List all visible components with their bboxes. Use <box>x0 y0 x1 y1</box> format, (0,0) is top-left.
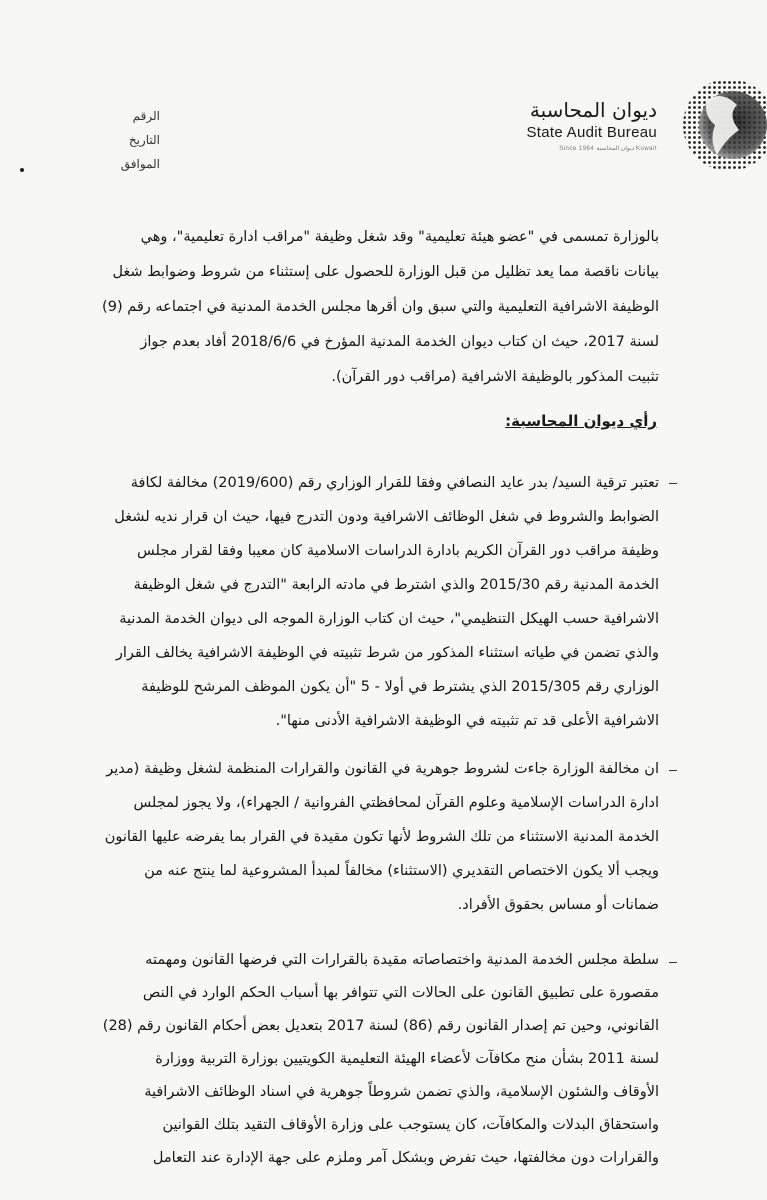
text-line: وظيفة مراقب دور القرآن الكريم بادارة الدراسات الاسلامية كان معيبا وفقا لقرار مجلس <box>136 543 659 559</box>
text-line: بالوزارة تمسمى في "عضو هيئة تعليمية" وقد شغل وظيفة "مراقب ادارة تعليمية"، وهي <box>140 229 659 245</box>
text-line: الوظيفة الاشرافية التعليمية والتي سبق وان أقرها مجلس الخدمة المدنية في اجتماعه رقم (9) <box>102 299 659 315</box>
text-line: بيانات ناقصة مما يعد تظليل من قبل الوزارة للحصول على إستثناء من شروط وضوابط شغل <box>112 264 659 280</box>
paragraph-finding-1 <box>51 466 659 738</box>
text-line: الخدمة المدنية الاستثناء من تلك الشروط لأنها تكون مقيدة في القرار بما يفرضه عليها القانون <box>104 829 659 845</box>
text-line: الضوابط والشروط في شغل الوظائف الاشرافية ودون التدرج فيها، حيث ان قرار نديه لشغل <box>114 509 659 525</box>
section-title-audit-opinion: رأي ديوان المحاسبة: <box>505 412 657 430</box>
text-line: والذي تضمن في طياته استثناء المذكور من شرط تثبيته في الوظيفة الاشرافية يخالف القرار <box>115 645 659 661</box>
text-line: القانوني، وحين تم إصدار القانون رقم (86) لسنة 2017 بتعديل بعض أحكام القانون رقم (28) <box>102 1018 659 1034</box>
bullet-dash-icon <box>669 483 677 484</box>
text-line: ويجب ألا يكون الاختصاص التقديري (الاستثناء) مخالفاً لمبدأ المشروعية لما ينتج عنه من <box>144 863 659 879</box>
text-line: الاشرافية الأعلى قد تم تثبيته في الوظيفة الاشرافية الأدنى منها". <box>275 713 659 729</box>
brand-english-name: State Audit Bureau <box>526 124 657 141</box>
brand-block <box>467 98 657 152</box>
text-line: لسنة 2017، حيث ان كتاب ديوان الخدمة المدنية المؤرخ في 2018/6/6 أفاد بعدم جواز <box>140 334 659 350</box>
reference-labels <box>100 104 160 176</box>
text-line: ادارة الدراسات الإسلامية وعلوم القرآن لمحافظتي الفروانية / الجهراء)، ولا يجوز لمجلس <box>133 795 659 811</box>
text-line: ضمانات أو مساس بحقوق الأفراد. <box>457 897 659 913</box>
paragraph-finding-2 <box>51 752 659 922</box>
text-line: ان مخالفة الوزارة جاءت لشروط جوهرية في القانون والقرارات المنظمة لشغل وظيفة (مدير <box>106 761 659 777</box>
text-line: سلطة مجلس الخدمة المدنية واختصاصاته مقيدة بالقرارات التي فرضها القانون ومهمته <box>145 952 659 968</box>
text-line: مقصورة على تطبيق القانون على الحالات التي تتوافر بها أسباب الحكم الوارد في النص <box>142 985 659 1001</box>
bullet-dash-icon <box>669 962 677 963</box>
brand-tagline: Since 1964 ديوان المحاسبة Kuwait <box>559 146 657 152</box>
paragraph-finding-3 <box>51 944 659 1175</box>
ref-number-label: الرقم <box>132 109 160 123</box>
text-line: تعتبر ترقية السيد/ بدر عايد النصافي وفقا للقرار الوزاري رقم (2019/600) مخالفة لكافة <box>130 475 659 491</box>
text-line: الوزاري رقم 2015/305 الذي يشترط في أولا - 5 "أن يكون الموظف المرشح للوظيفة <box>141 679 659 695</box>
ref-hijri-label: الموافق <box>120 157 160 171</box>
margin-dot <box>20 168 24 172</box>
text-line: لسنة 2011 بشأن منح مكافآت لأعضاء الهيئة التعليمية الكويتيين بوزارة التربية ووزارة <box>155 1051 659 1067</box>
text-line: الأوقاف والشئون الإسلامية، والذي تضمن شروطاً جوهرية في اسناد الوظائف الاشرافية <box>144 1084 659 1100</box>
ref-date-label: التاريخ <box>128 133 160 147</box>
brand-arabic-name: ديوان المحاسبة <box>529 98 657 122</box>
text-line: واستحقاق البدلات والمكافآت، كان يستوجب على وزارة الأوقاف التقيد بتلك القوانين <box>162 1117 659 1133</box>
text-line: الخدمة المدنية رقم 2015/30 والذي اشترط في مادته الرابعة "التدرج في شغل الوظيفة <box>133 577 659 593</box>
text-line: الاشرافية حسب الهيكل التنظيمي"، حيث ان كتاب الوزارة الموجه الى ديوان الخدمة المدنية <box>119 611 659 627</box>
globe-logo-icon <box>667 70 767 180</box>
text-line: والقرارات دون مخالفتها، حيث تفرض وبشكل آمر وملزم على جهة الإدارة عند التعامل <box>152 1150 659 1166</box>
text-line: تثبيت المذكور بالوظيفة الاشرافية (مراقب دور القرآن). <box>331 369 659 385</box>
paragraph-intro <box>59 220 659 395</box>
bullet-dash-icon <box>669 770 677 771</box>
